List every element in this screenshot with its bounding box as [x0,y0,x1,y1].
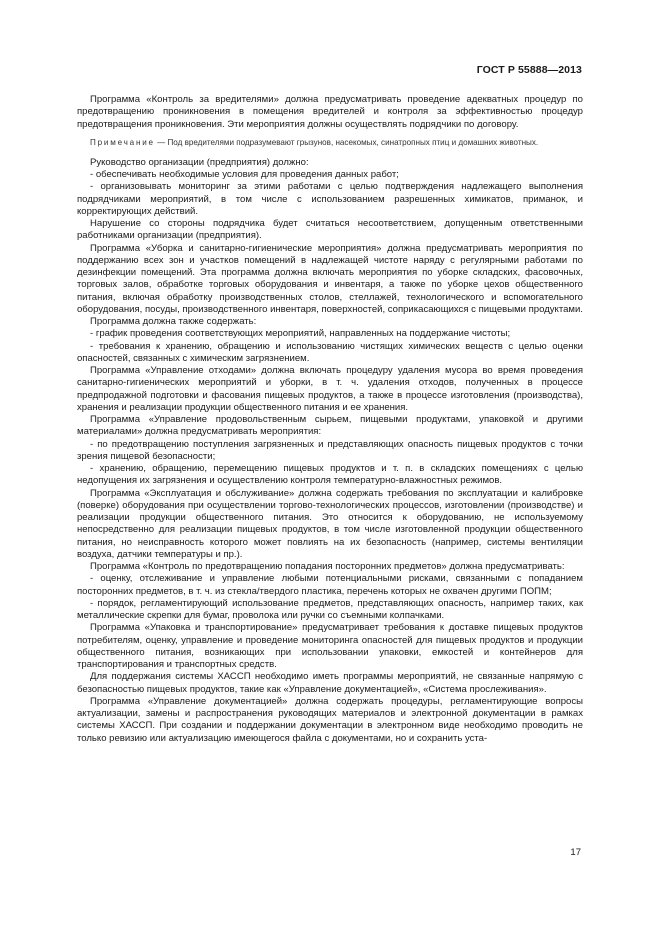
document-standard-number: ГОСТ Р 55888—2013 [476,64,582,76]
note-text: — Под вредителями подразумевают грызунов, насекомых, синатропных птиц и домашних животных. [154,137,539,147]
paragraph: Программа должна также содержать: [90,316,257,327]
note [77,137,583,148]
paragraph: Руководство организации (предприятия) должно: [90,156,309,168]
paragraph: Для поддержания системы ХАССП необходимо иметь программы мероприятий, не связанные напрямую с безопасностью пищевых продуктов, такие как «Управление документацией», «Система прослеживания». [77,671,583,695]
list-item: - по предотвращению поступления загрязненных и представляющих опасность пищевых продуктов с точки зрения пищевой безопасности; [77,438,583,462]
paragraph: Нарушение со стороны подрядчика будет считаться несоответствием, допущенным ответственными работниками организации (предприятия). [77,218,583,242]
list-item: - хранению, обращению, перемещению пищевых продуктов и т. п. в складских помещениях с целью недопущения их загрязнения и осуществлению контроля температурно-влажностных режимов. [77,463,583,487]
note-label: Примечание [90,137,155,147]
list-item: - организовывать мониторинг за этими работами с целью подтверждения надлежащего выполнения подрядчиками мероприятий, в том числе с использованием разрешенных химикатов, приманок, и корректирующих действий. [77,181,583,217]
list-item: - порядок, регламентирующий использование предметов, представляющих опасность, например таких, как металлические скрепки для бумаг, проволока или ручки со съемными колпачками. [77,597,583,621]
document-body [77,94,583,745]
page-number: 17 [570,847,581,858]
paragraph: Программа «Контроль за вредителями» должна предусматривать проведение адекватных процедур по предотвращению проникновения в помещения вредителей и контроля за эффективностью процедур предотвращения проникновения. Эти мероприятия должны осуществлять подрядчики по договору. [77,94,583,130]
paragraph: Программа «Уборка и санитарно-гигиенические мероприятия» должна предусматривать мероприятия по поддержанию всех зон и участков помещений в надлежащей чистоте наряду с регулярными работами по дезинфекции помещений. Эта программа должна включать мероприятия по уборке складских, фасовочных, торговых залов, обработке торговых оборудования и инвентаря, а также по уборке цехов общественного питания, включая обработку производственных столов, стеллажей, технологического и вспомогательного оборудования, посуды, производственного инвентаря, поверхностей, соприкасающихся с пищевыми продуктами. [77,242,583,315]
paragraph: Программа «Управление продовольственным сырьем, пищевыми продуктами, упаковкой и другими материалами» должна предусматривать мероприятия: [77,414,583,438]
list-item: - обеспечивать необходимые условия для проведения данных работ; [90,169,399,180]
list-item: - оценку, отслеживание и управление любыми потенциальными рисками, связанными с попаданием посторонних предметов, в т. ч. из стекла/твердого пластика, перечень которых не охвачен другими ПОПМ; [77,573,583,597]
paragraph: Программа «Контроль по предотвращению попадания посторонних предметов» должна предусматривать: [90,561,565,572]
paragraph: Программа «Упаковка и транспортирование» предусматривает требования к доставке пищевых продуктов потребителям, оценку, управление и проведение мониторинга опасностей для пищевых продуктов и продукции общественного питания, возникающих при использовании упаковки, емкостей и контейнеров для транспортирования и транспортных средств. [77,622,583,670]
list-item: - требования к хранению, обращению и использованию чистящих химических веществ с целью оценки опасностей, связанных с химическим загрязнением. [77,340,583,364]
paragraph: Программа «Эксплуатация и обслуживание» должна содержать требования по эксплуатации и калибровке (поверке) оборудования при осуществлении торгово-технологических процессов, изготовлении (производстве) и реализации продукции общественного питания. Это относится к оборудованию, не используемому непосредственно для реализации пищевых продуктов, в том числе изготовленной продукции общественного питания, но неисправность которого может повлиять на их безопасность (например, системы вентиляции воздуха, датчики температуры и пр.). [77,487,583,560]
paragraph: Программа «Управление отходами» должна включать процедуру удаления мусора во время проведения санитарно-гигиенических мероприятий и уборки, в т. ч. удаления отходов, полученных в процессе предпродажной подготовки и фасования пищевых продуктов, а также в процессе изготовления (производства), хранения и реализации продукции общественного питания и ее хранения. [77,365,583,413]
paragraph: Программа «Управление документацией» должна содержать процедуры, регламентирующие вопросы актуализации, замены и распространения руководящих материалов и электронной документации в рамках системы ХАССП. При создании и поддержании документации в электронном виде необходимо проводить не только ревизию или актуализацию имеющегося файла с документами, но и сохранить уста- [77,695,583,744]
list-item: - график проведения соответствующих мероприятий, направленных на поддержание чистоты; [90,328,511,340]
